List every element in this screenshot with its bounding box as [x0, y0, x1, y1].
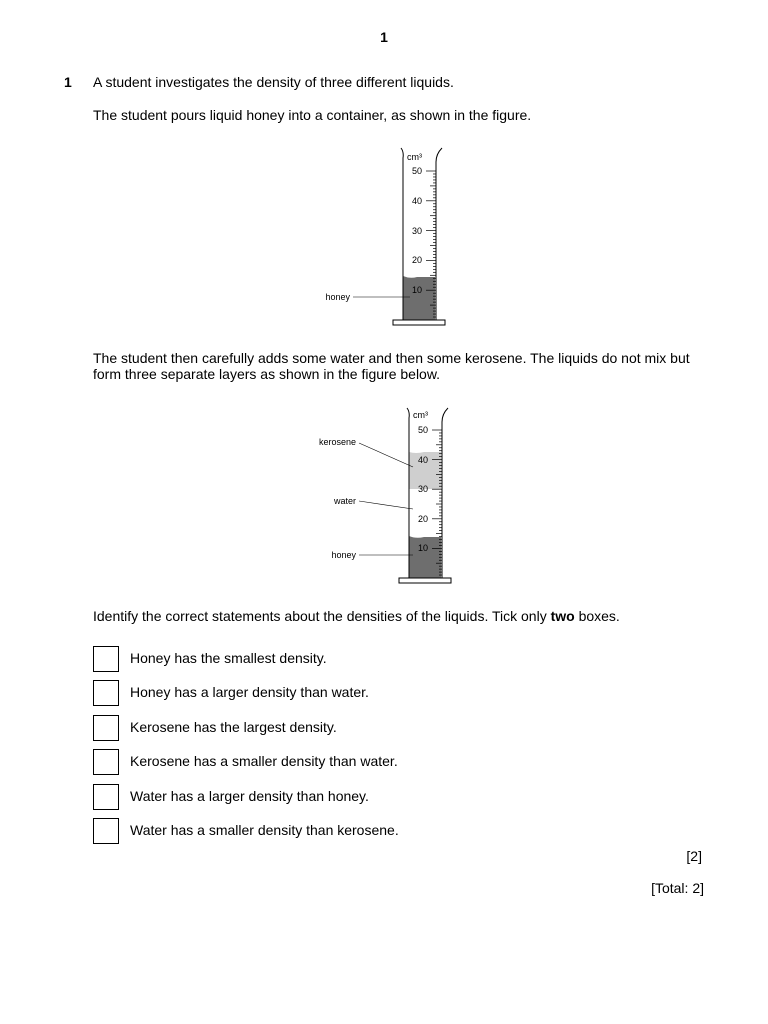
answer-option — [93, 818, 713, 852]
cylinder-2-scale-40: 40 — [417, 455, 428, 465]
question-instruction — [93, 608, 708, 624]
cylinder-2-unit: cm³ — [413, 410, 428, 420]
cylinder-1-unit: cm³ — [407, 152, 422, 162]
answer-option — [93, 784, 713, 818]
instruction-emphasis: two — [550, 608, 575, 624]
cylinder-1-right-wall — [436, 148, 442, 320]
cylinder-1-scale-50: 50 — [411, 166, 422, 176]
honey-label-1: honey — [325, 292, 350, 302]
answer-options — [93, 646, 713, 852]
tick-box[interactable] — [93, 715, 119, 741]
question-setup: The student pours liquid honey into a container, as shown in the figure. — [93, 107, 532, 123]
honey-layer — [403, 276, 435, 320]
question-continue: The student then carefully adds some water and then some kerosene. The liquids do not mix but form three separate layers as shown in the figure below. — [93, 350, 690, 382]
marks-allocation: [2] — [686, 848, 702, 864]
cylinder-1-left-wall — [401, 148, 403, 320]
option-label: Kerosene has the largest density. — [130, 718, 337, 735]
honey-label-2: honey — [331, 550, 356, 560]
option-label: Water has a smaller density than kerosene. — [130, 821, 399, 838]
cylinder-1-scale-20: 20 — [411, 255, 422, 265]
option-label: Kerosene has a smaller density than water. — [130, 753, 398, 770]
instruction-text-end: boxes. — [574, 608, 620, 624]
cylinder-2-scale-30: 30 — [417, 484, 428, 494]
figure-cylinder-honey — [300, 140, 470, 332]
cylinder-1-base — [393, 320, 445, 325]
answer-option — [93, 749, 713, 783]
cylinder-2-scale-10: 10 — [417, 543, 428, 553]
cylinder-2-base — [399, 578, 451, 583]
option-label: Honey has the smallest density. — [130, 650, 327, 666]
tick-box[interactable] — [93, 749, 119, 775]
instruction-text: Identify the correct statements about the densities of the liquids. Tick only — [93, 608, 551, 624]
option-label: Water has a larger density than honey. — [130, 787, 369, 804]
cylinder-2-scale-50: 50 — [417, 425, 428, 435]
water-pointer — [359, 501, 413, 509]
cylinder-2-right-wall — [442, 408, 448, 578]
option-label: Honey has a larger density than water. — [130, 684, 369, 701]
figure-cylinder-layers — [300, 400, 470, 592]
kerosene-pointer — [359, 443, 413, 467]
question-number: 1 — [64, 74, 72, 90]
tick-box[interactable] — [93, 818, 119, 844]
answer-option — [93, 646, 713, 680]
water-layer — [409, 489, 441, 536]
cylinder-2-scale-20: 20 — [417, 514, 428, 524]
cylinder-1-scale-10: 10 — [411, 285, 422, 295]
cylinder-1-drawing — [300, 140, 470, 332]
answer-option — [93, 715, 713, 749]
total-marks: [Total: 2] — [651, 880, 704, 896]
cylinder-2-left-wall — [407, 408, 409, 578]
page-number: 1 — [380, 29, 388, 45]
cylinder-2-drawing — [300, 400, 470, 592]
tick-box[interactable] — [93, 680, 119, 706]
cylinder-1-scale-40: 40 — [411, 196, 422, 206]
question-intro: A student investigates the density of three different liquids. — [93, 74, 454, 90]
tick-box[interactable] — [93, 784, 119, 810]
answer-option — [93, 680, 713, 714]
water-label: water — [333, 496, 356, 506]
kerosene-label: kerosene — [318, 437, 356, 447]
tick-box[interactable] — [93, 646, 119, 672]
cylinder-1-scale-30: 30 — [411, 226, 422, 236]
